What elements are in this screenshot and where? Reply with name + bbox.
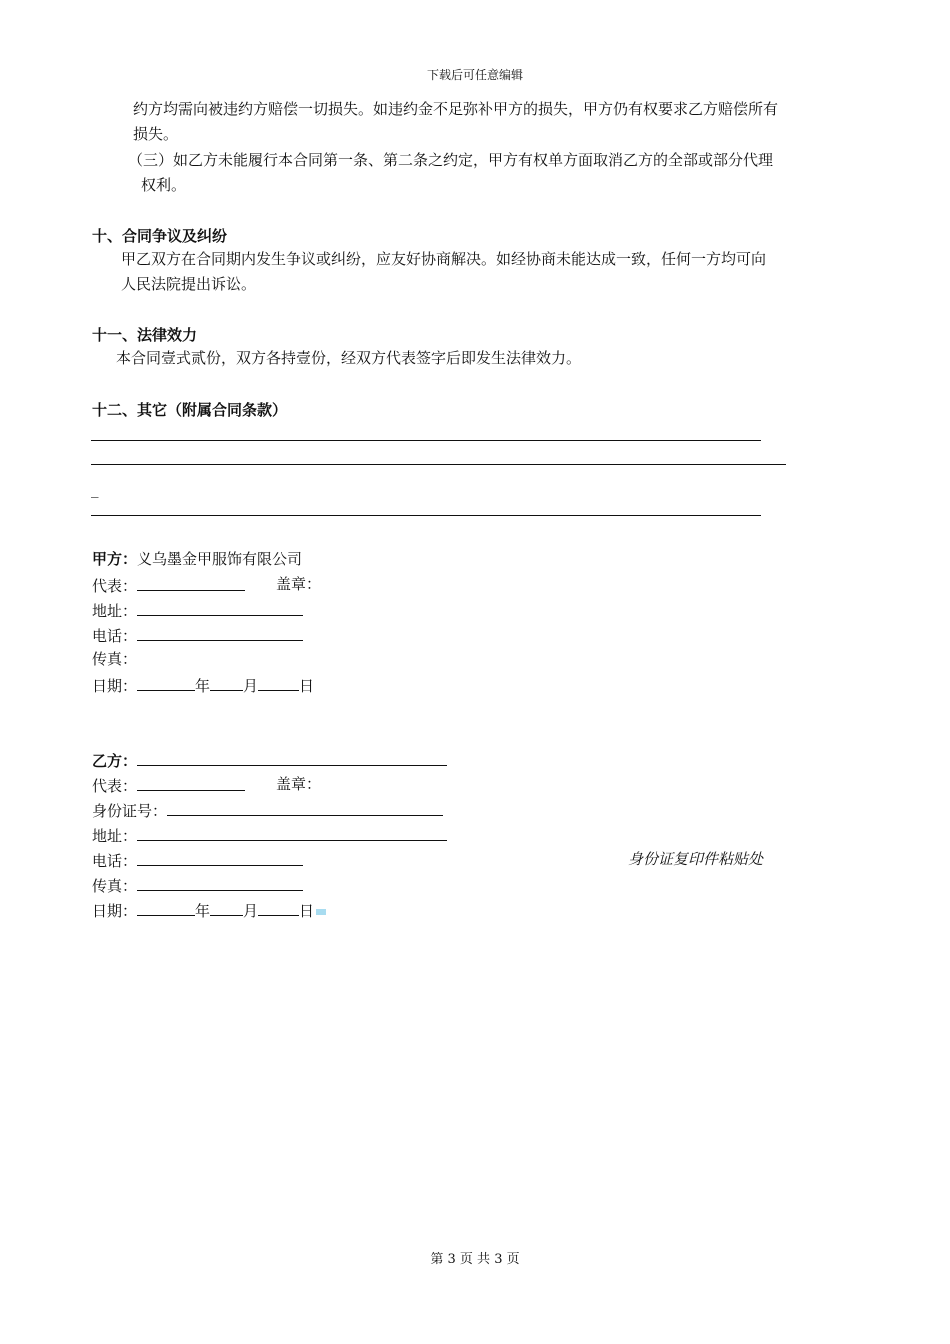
party-b-row [92, 748, 447, 771]
month-label: 月 [243, 902, 259, 920]
day-label: 日 [299, 902, 315, 920]
month-blank[interactable] [210, 673, 243, 691]
phone-blank[interactable] [137, 623, 303, 641]
id-number-blank[interactable] [167, 798, 443, 816]
party-b-phone-row [92, 848, 303, 871]
day-label: 日 [299, 677, 315, 695]
section-11-title: 十一、法律效力 [92, 326, 198, 344]
rep-label: 代表： [92, 577, 138, 595]
page-header: 下载后可任意编辑 [426, 68, 523, 82]
phone-label: 电话： [92, 852, 138, 870]
id-number-label: 身份证号： [92, 802, 168, 820]
year-blank[interactable] [137, 673, 195, 691]
rep-blank[interactable] [137, 773, 245, 791]
rep-label: 代表： [92, 777, 138, 795]
year-label: 年 [195, 902, 211, 920]
address-blank[interactable] [137, 823, 447, 841]
party-a-name: 义乌墨金甲服饰有限公司 [137, 550, 303, 568]
year-label: 年 [195, 677, 211, 695]
year-blank[interactable] [137, 898, 195, 916]
day-blank[interactable] [258, 673, 299, 691]
clause-line: 损失。 [133, 125, 179, 143]
phone-blank[interactable] [137, 848, 303, 866]
fax-blank[interactable] [137, 873, 303, 891]
address-label: 地址： [92, 827, 138, 845]
party-b-rep-row [92, 773, 245, 796]
section-10-text: 人民法院提出诉讼。 [121, 275, 257, 293]
page-footer: 第 3 页 共 3 页 [430, 1252, 520, 1267]
party-b-fax-row [92, 873, 303, 896]
clause-line: 约方均需向被违约方赔偿一切损失。如违约金不足弥补甲方的损失，甲方仍有权要求乙方赔偿所有 [133, 100, 779, 118]
text-cursor-marker [316, 909, 326, 915]
section-12-title: 十二、其它（附属合同条款） [92, 401, 288, 419]
party-a-phone-row [92, 623, 303, 646]
party-b-date-row [92, 898, 326, 921]
rep-blank[interactable] [137, 573, 245, 591]
section-10-text: 甲乙双方在合同期内发生争议或纠纷，应友好协商解决。如经协商未能达成一致，任何一方均可向 [121, 250, 767, 268]
party-a-rep-row [92, 573, 245, 596]
id-copy-note: 身份证复印件粘贴处 [628, 850, 764, 868]
party-a-label: 甲方： [92, 550, 138, 568]
blank-line [91, 464, 786, 465]
day-blank[interactable] [258, 898, 299, 916]
blank-line [91, 515, 761, 516]
blank-line [91, 440, 761, 441]
party-a-row [92, 548, 302, 569]
month-label: 月 [243, 677, 259, 695]
party-b-label: 乙方： [92, 752, 138, 770]
address-blank[interactable] [137, 598, 303, 616]
date-label: 日期： [92, 902, 138, 920]
section-11-text: 本合同壹式贰份，双方各持壹份，经双方代表签字后即发生法律效力。 [116, 349, 582, 367]
fax-label: 传真： [92, 650, 138, 668]
section-10-title: 十、合同争议及纠纷 [92, 227, 228, 245]
stray-mark: _ [91, 480, 99, 498]
phone-label: 电话： [92, 627, 138, 645]
seal-label: 盖章： [276, 775, 322, 793]
seal-label: 盖章： [276, 575, 322, 593]
party-a-date-row [92, 673, 314, 696]
month-blank[interactable] [210, 898, 243, 916]
party-b-name-blank[interactable] [137, 748, 447, 766]
fax-label: 传真： [92, 877, 138, 895]
party-a-address-row [92, 598, 303, 621]
clause-item-3: （三）如乙方未能履行本合同第一条、第二条之约定，甲方有权单方面取消乙方的全部或部分代理 [128, 151, 774, 169]
address-label: 地址： [92, 602, 138, 620]
party-b-address-row [92, 823, 447, 846]
date-label: 日期： [92, 677, 138, 695]
clause-item-3-cont: 权利。 [141, 176, 187, 194]
party-b-id-row [92, 798, 443, 821]
